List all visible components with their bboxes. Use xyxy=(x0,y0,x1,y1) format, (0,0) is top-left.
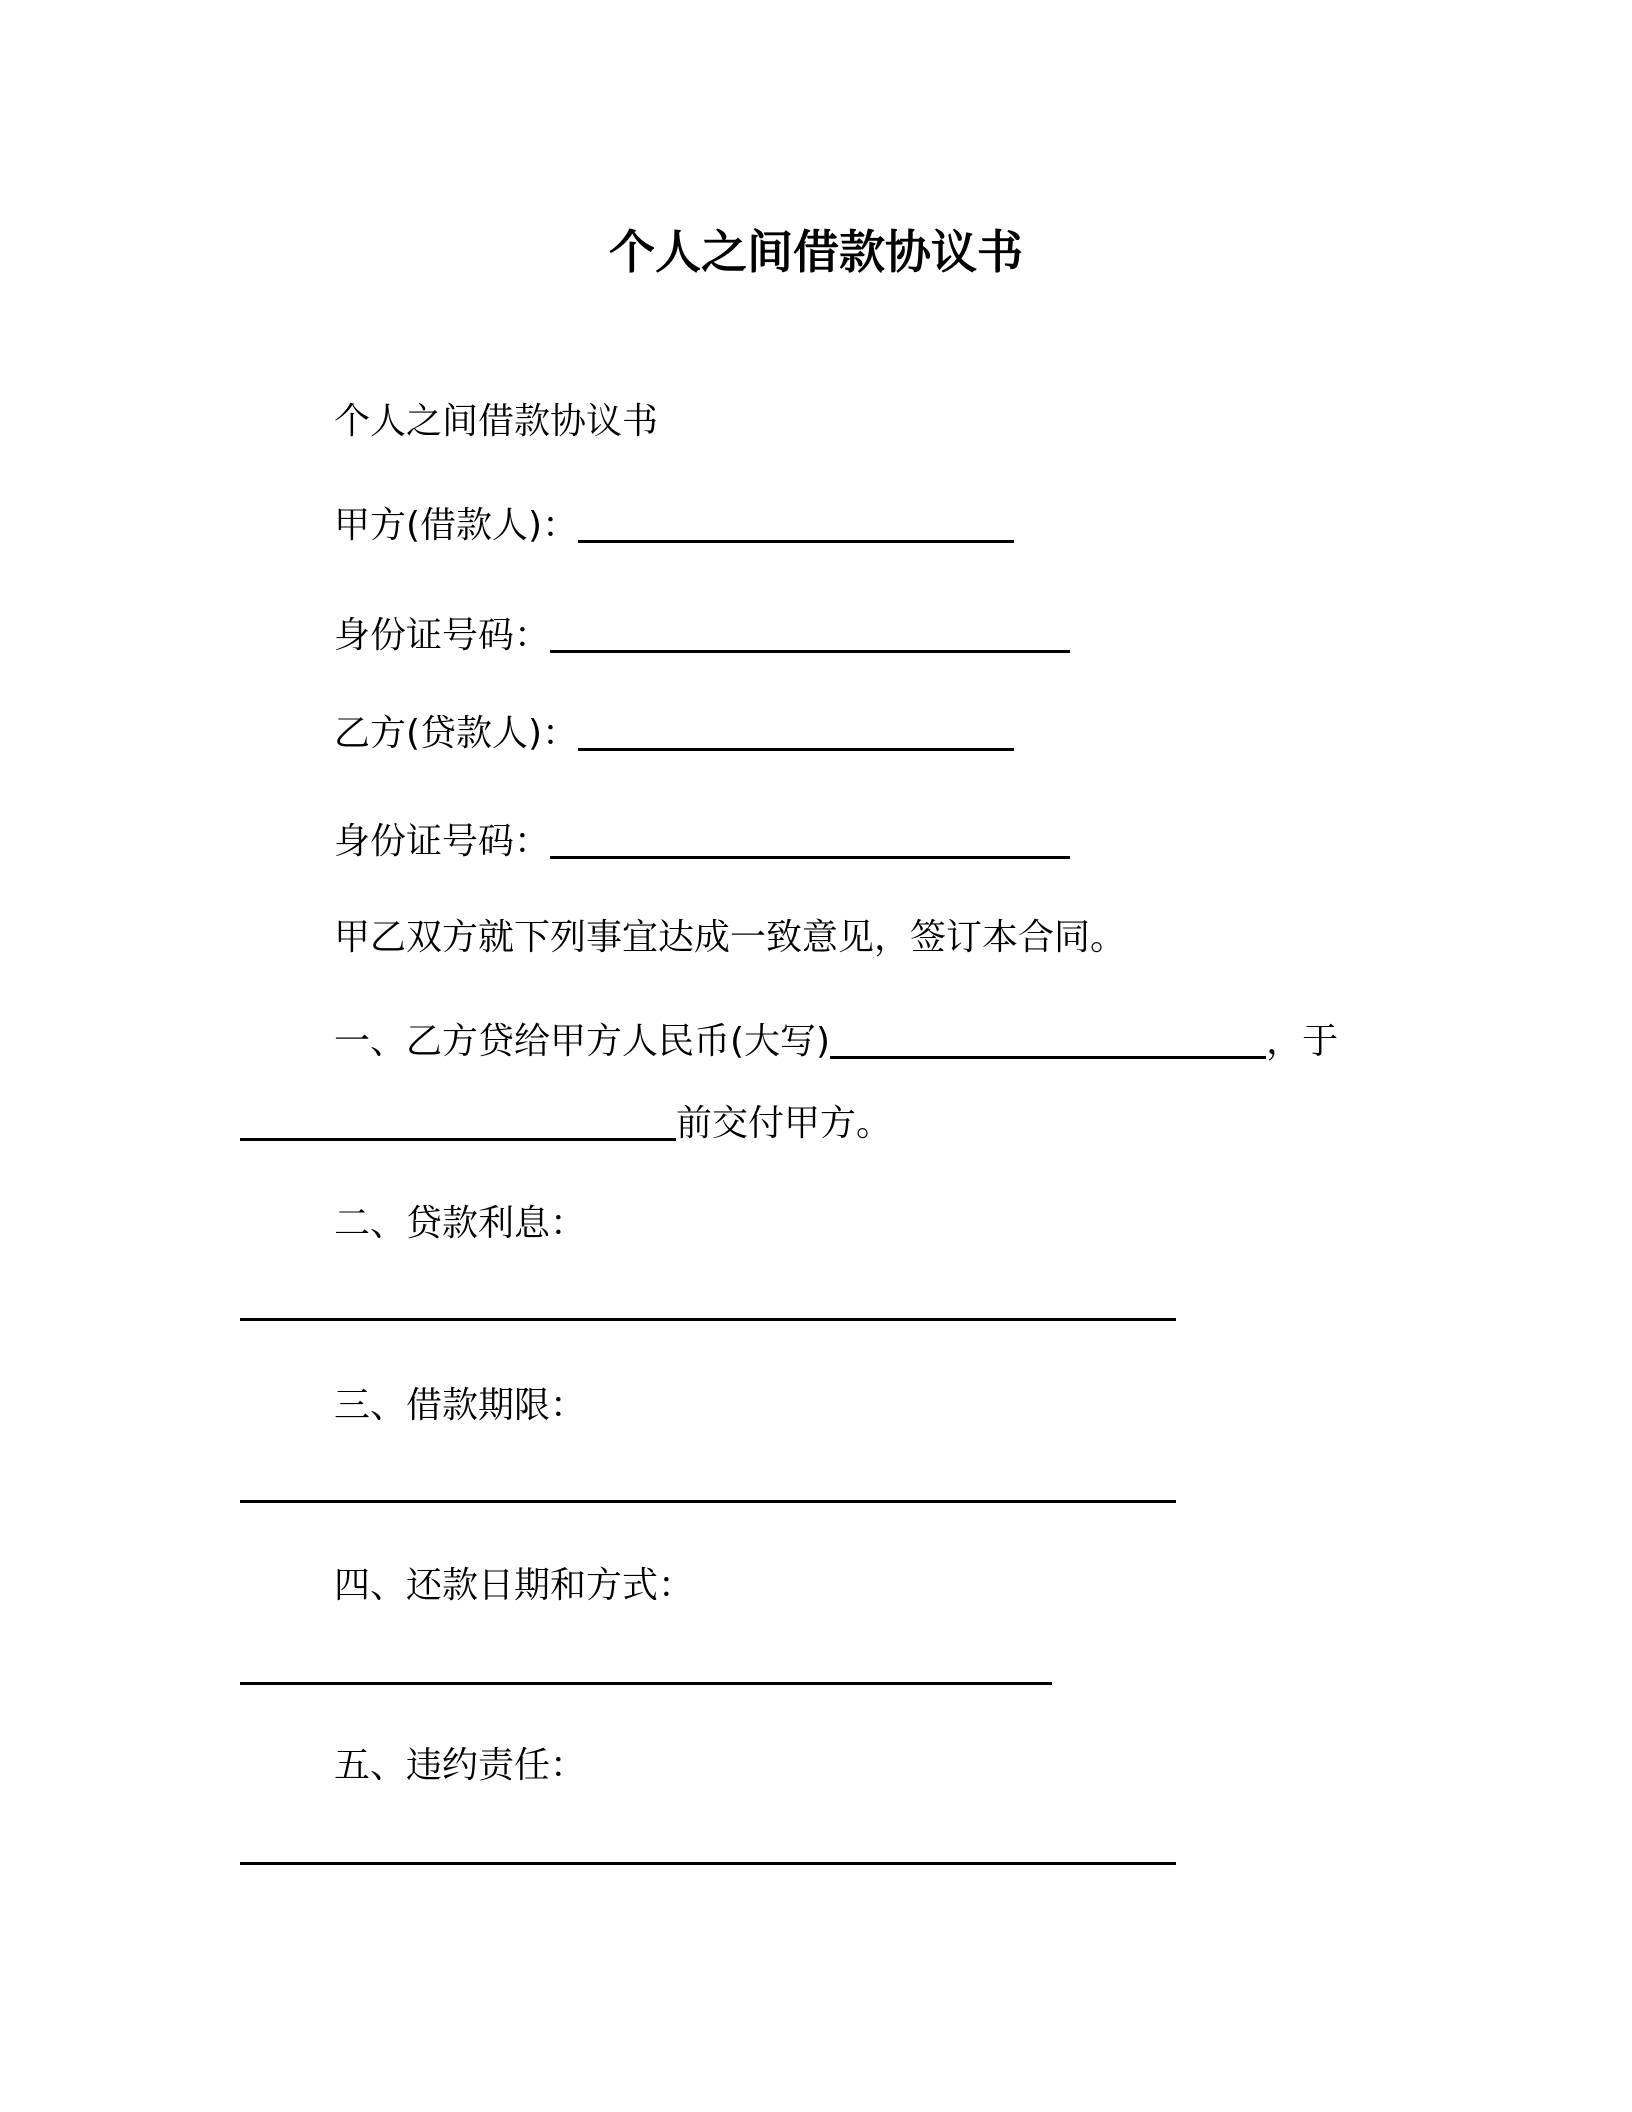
clause-5-label: 五、违约责任： xyxy=(334,1745,587,1786)
loan-amount-field[interactable] xyxy=(830,1022,1266,1059)
clause-1-suffix: 前交付甲方。 xyxy=(676,1103,893,1144)
party-b-id-label: 身份证号码： xyxy=(334,821,551,862)
clause-4-label: 四、还款日期和方式： xyxy=(334,1565,695,1606)
party-a-label: 甲方(借款人)： xyxy=(334,505,579,546)
repayment-method-field[interactable] xyxy=(240,1682,1052,1685)
party-b-row xyxy=(334,710,1014,758)
delivery-date-field[interactable] xyxy=(240,1104,676,1141)
loan-interest-field[interactable] xyxy=(240,1318,1176,1321)
loan-term-field[interactable] xyxy=(240,1500,1176,1503)
party-b-id-field[interactable] xyxy=(550,822,1070,859)
document-subtitle: 个人之间借款协议书 xyxy=(334,401,659,442)
clause-3-label: 三、借款期限： xyxy=(334,1385,587,1426)
clause-1-prefix: 一、乙方贷给甲方人民币(大写) xyxy=(334,1021,831,1062)
clause-1-line-1 xyxy=(334,1018,1338,1066)
agreement-intro: 甲乙双方就下列事宜达成一致意见，签订本合同。 xyxy=(334,917,1127,958)
party-b-label: 乙方(贷款人)： xyxy=(334,713,579,754)
party-a-name-field[interactable] xyxy=(578,506,1014,543)
party-a-row xyxy=(334,502,1014,550)
party-a-id-row xyxy=(334,612,1070,660)
clause-1-mid: ，于 xyxy=(1266,1021,1339,1062)
document-title: 个人之间借款协议书 xyxy=(609,225,1023,279)
party-b-name-field[interactable] xyxy=(578,714,1014,751)
party-a-id-label: 身份证号码： xyxy=(334,615,551,656)
clause-1-line-2 xyxy=(240,1100,892,1148)
party-b-id-row xyxy=(334,818,1070,866)
breach-liability-field[interactable] xyxy=(240,1862,1176,1865)
party-a-id-field[interactable] xyxy=(550,616,1070,653)
clause-2-label: 二、贷款利息： xyxy=(334,1203,587,1244)
